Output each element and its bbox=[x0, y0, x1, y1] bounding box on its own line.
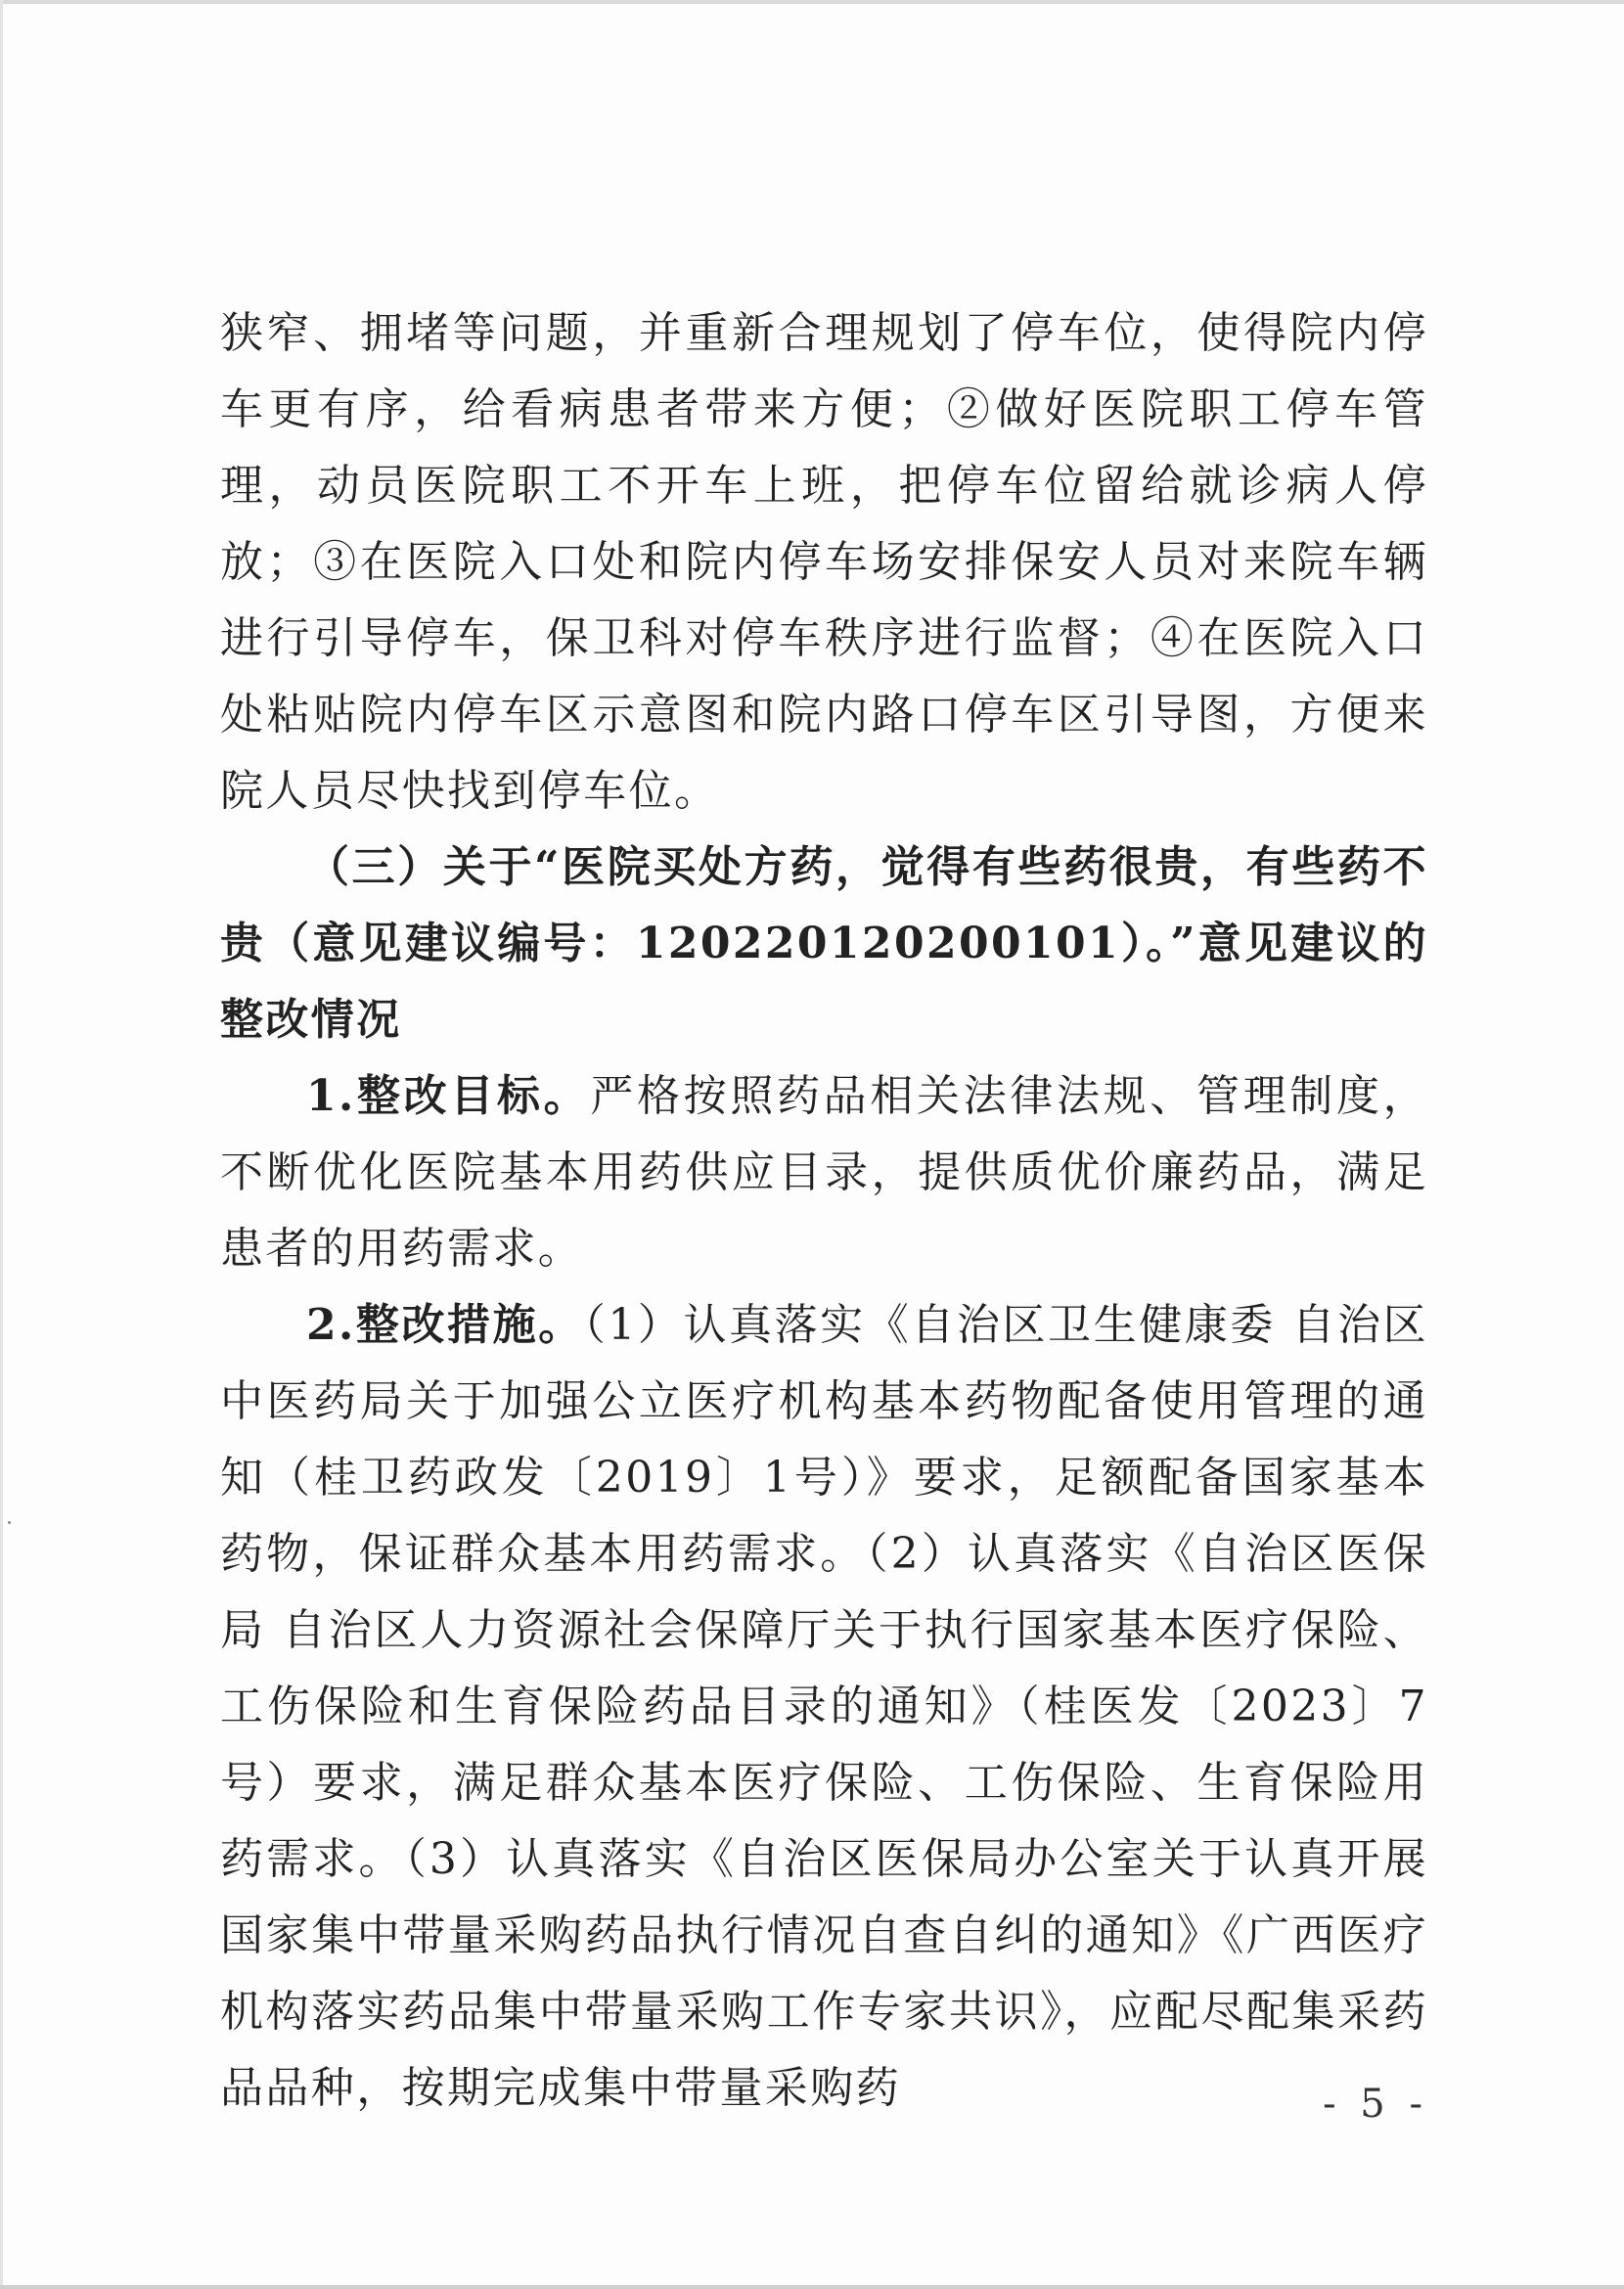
scan-edge-left bbox=[0, 0, 3, 2289]
scan-edge-top bbox=[0, 0, 1624, 4]
measures-lead: 2.整改措施。 bbox=[306, 1300, 584, 1350]
scan-edge-bottom bbox=[0, 2285, 1624, 2289]
page-number: - 5 - bbox=[1323, 2082, 1428, 2127]
paragraph-goal bbox=[220, 1058, 1428, 1287]
section-heading-3: （三）关于“医院买处方药，觉得有些药很贵，有些药不贵（意见建议编号：120220120200101）。”意见建议的整改情况 bbox=[220, 842, 1428, 1045]
scan-speck bbox=[8, 1521, 11, 1524]
document-body bbox=[220, 295, 1428, 2127]
paragraph-measures bbox=[220, 1287, 1428, 2127]
goal-text: 严格按照药品相关法律法规、管理制度，不断优化医院基本用药供应目录，提供质优价廉药品，满足患者的用药需求。 bbox=[220, 1071, 1429, 1274]
paragraph-parking-measures: 狭窄、拥堵等问题，并重新合理规划了停车位，使得院内停车更有序，给看病患者带来方便；②做好医院职工停车管理，动员医院职工不开车上班，把停车位留给就诊病人停放；③在医院入口处和院内停车场安排保安人员对来院车辆进行引导停车，保卫科对停车秩序进行监督；④在医院入口处粘贴院内停车区示意图和院内路口停车区引导图，方便来院人员尽快找到停车位。 bbox=[220, 308, 1428, 816]
goal-lead: 1.整改目标。 bbox=[306, 1071, 591, 1121]
measures-text: （1）认真落实《自治区卫生健康委 自治区中医药局关于加强公立医疗机构基本药物配备使用管理的通知（桂卫药政发〔2019〕1号）》要求，足额配备国家基本药物，保证群众基本用药需求。（2）认真落实《自治区医保局 自治区人力资源社会保障厅关于执行国家基本医疗保险、工伤保险和生育保险药品目录的通知》（桂医发〔2023〕7号）要求，满足群众基本医疗保险、工伤保险、生育保险用药需求。（3）认真落实《自治区医保局办公室关于认真开展国家集中带量采购药品执行情况自查自纠的通知》《广西医疗机构落实药品集中带量采购工作专家共识》，应配尽配集采药品品种，按期完成集中带量采购药 bbox=[220, 1300, 1428, 2113]
